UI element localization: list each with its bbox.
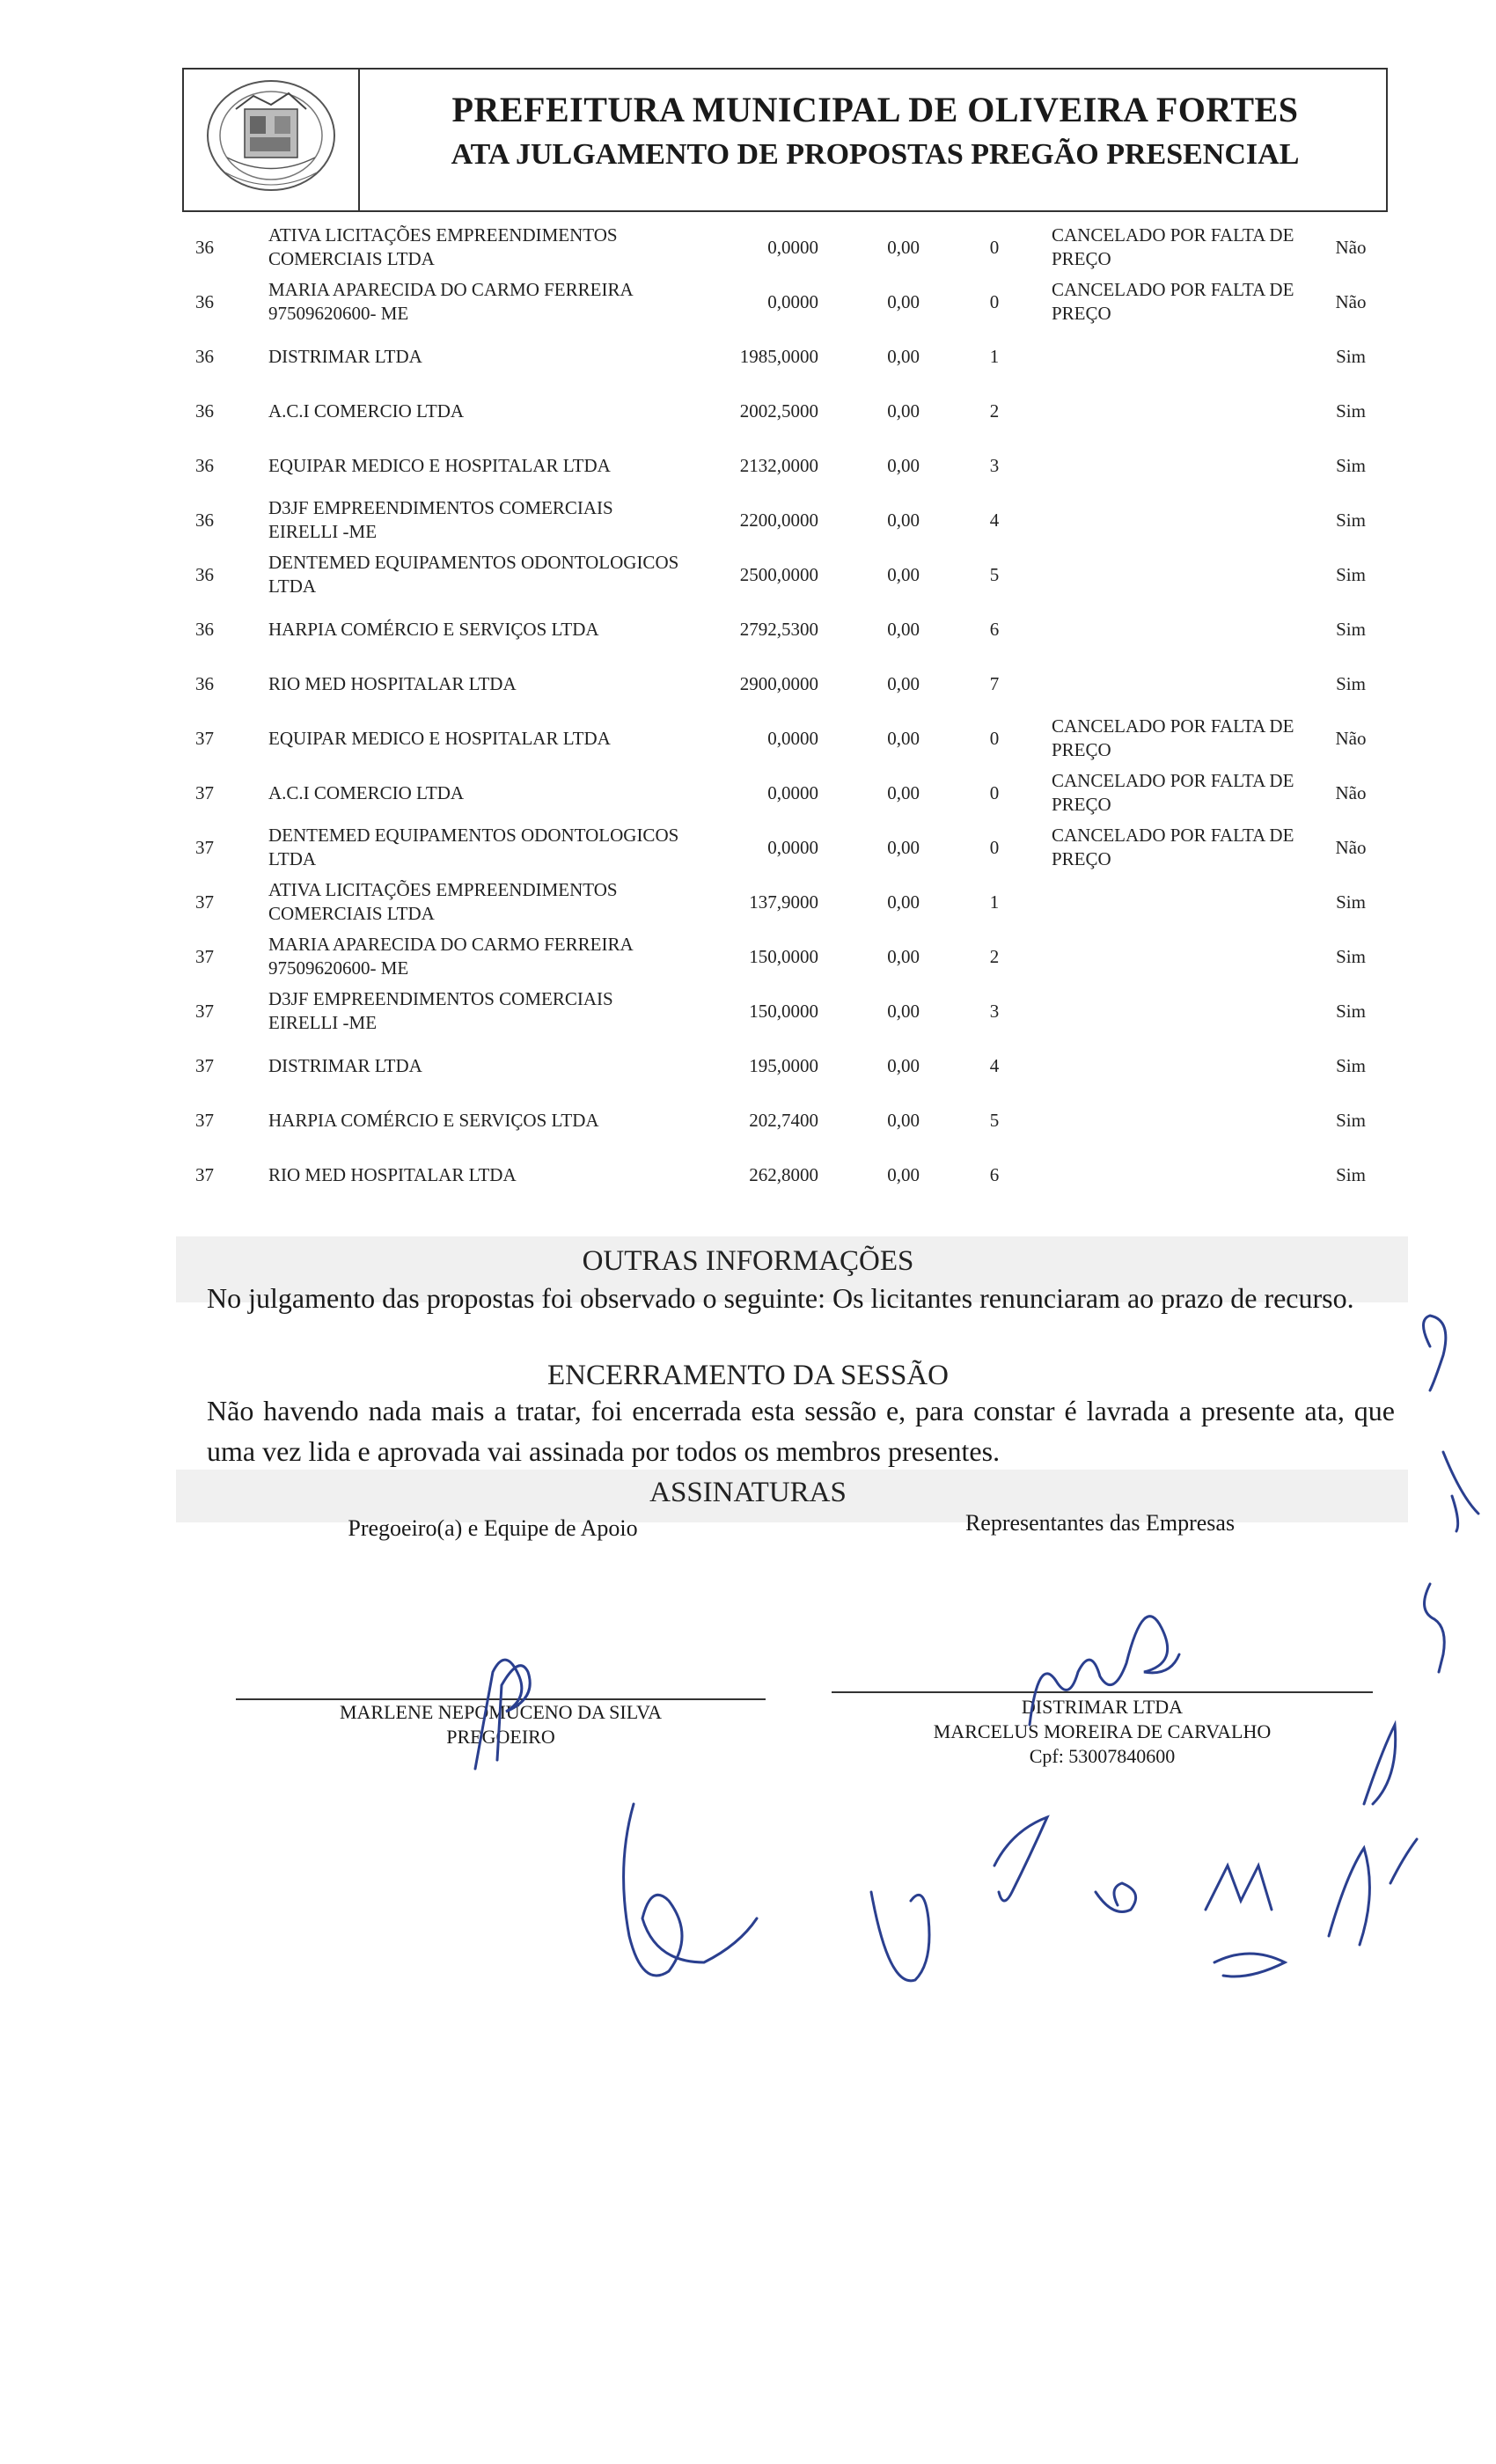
- price-value: 2792,5300: [739, 618, 818, 640]
- discount-value: 0,00: [887, 891, 920, 913]
- price-value: 137,9000: [749, 891, 818, 913]
- classified-status: Sim: [1336, 563, 1366, 585]
- outras-informacoes-text: No julgamento das propostas foi observado o seguinte: Os licitantes renunciaram ao prazo de recurso.: [207, 1282, 1354, 1314]
- item-number: 36: [195, 672, 214, 694]
- rank-value: 1: [989, 345, 1000, 367]
- right-signature-label: Representantes das Empresas: [964, 1510, 1236, 1536]
- table-row: [0, 1148, 1496, 1202]
- rank-value: 1: [989, 891, 1000, 913]
- observation: [1052, 1148, 1316, 1202]
- rank-value: 0: [989, 236, 1000, 258]
- classified-status: Não: [1335, 727, 1367, 749]
- rank-value: 5: [989, 1109, 1000, 1131]
- classified-status: Sim: [1336, 454, 1366, 476]
- item-number: 37: [195, 891, 214, 913]
- item-number: 36: [195, 454, 214, 476]
- bottom-signature-1: [624, 1804, 757, 1976]
- classified-status: Sim: [1336, 1109, 1366, 1131]
- rank-value: 4: [989, 1054, 1000, 1076]
- table-row: [0, 1038, 1496, 1093]
- table-row: [0, 329, 1496, 384]
- assinaturas-title: ASSINATURAS: [649, 1477, 847, 1508]
- rank-value: 0: [989, 836, 1000, 858]
- discount-value: 0,00: [887, 1163, 920, 1185]
- company-name: EQUIPAR MEDICO E HOSPITALAR LTDA: [268, 727, 611, 749]
- classified-status: Sim: [1336, 1163, 1366, 1185]
- company-name: A.C.I COMERCIO LTDA: [268, 400, 465, 422]
- bottom-signature-7: [1329, 1839, 1417, 1945]
- right-signer-cpf: Cpf: 53007840600: [1029, 1745, 1176, 1767]
- company-name: MARIA APARECIDA DO CARMO FERREIRA 97509620600- ME: [268, 934, 633, 979]
- item-number: 36: [195, 563, 214, 585]
- rank-value: 5: [989, 563, 1000, 585]
- price-value: 0,0000: [767, 727, 818, 749]
- discount-value: 0,00: [887, 945, 920, 967]
- rank-value: 2: [989, 400, 1000, 422]
- price-value: 0,0000: [767, 236, 818, 258]
- classified-status: Sim: [1336, 672, 1366, 694]
- rank-value: 6: [989, 618, 1000, 640]
- observation: [1052, 875, 1316, 929]
- item-number: 36: [195, 400, 214, 422]
- item-number: 37: [195, 781, 214, 803]
- observation: [1052, 547, 1316, 602]
- company-name: HARPIA COMÉRCIO E SERVIÇOS LTDA: [268, 1109, 599, 1131]
- table-row: [0, 929, 1496, 984]
- table-row: [0, 602, 1496, 656]
- rank-value: 6: [989, 1163, 1000, 1185]
- discount-value: 0,00: [887, 781, 920, 803]
- discount-value: 0,00: [887, 727, 920, 749]
- discount-value: 0,00: [887, 1000, 920, 1022]
- rank-value: 0: [989, 290, 1000, 312]
- table-row: [0, 547, 1496, 602]
- observation: CANCELADO POR FALTA DE PREÇO: [1052, 715, 1294, 760]
- price-value: 150,0000: [749, 1000, 818, 1022]
- company-name: RIO MED HOSPITALAR LTDA: [268, 672, 517, 694]
- observation: CANCELADO POR FALTA DE PREÇO: [1052, 825, 1294, 869]
- left-signer-name: MARLENE NEPOMUCENO DA SILVA: [339, 1701, 663, 1723]
- price-value: 150,0000: [749, 945, 818, 967]
- price-value: 195,0000: [749, 1054, 818, 1076]
- company-name: D3JF EMPREENDIMENTOS COMERCIAIS EIRELLI -ME: [268, 497, 613, 542]
- bottom-signature-2: [871, 1892, 929, 1981]
- discount-value: 0,00: [887, 563, 920, 585]
- price-value: 0,0000: [767, 781, 818, 803]
- observation: [1052, 1093, 1316, 1148]
- company-name: HARPIA COMÉRCIO E SERVIÇOS LTDA: [268, 618, 599, 640]
- observation: CANCELADO POR FALTA DE PREÇO: [1052, 770, 1294, 815]
- classified-status: Sim: [1336, 1000, 1366, 1022]
- encerramento-title: ENCERRAMENTO DA SESSÃO: [547, 1360, 949, 1391]
- page-title: PREFEITURA MUNICIPAL DE OLIVEIRA FORTES: [451, 90, 1299, 129]
- discount-value: 0,00: [887, 454, 920, 476]
- observation: [1052, 329, 1316, 384]
- right-signature-line: [832, 1691, 1373, 1693]
- classified-status: Sim: [1336, 345, 1366, 367]
- observation: [1052, 984, 1316, 1038]
- item-number: 36: [195, 345, 214, 367]
- table-row: [0, 220, 1496, 275]
- company-name: DENTEMED EQUIPAMENTOS ODONTOLOGICOS LTDA: [268, 825, 679, 869]
- observation: [1052, 602, 1316, 656]
- company-name: DENTEMED EQUIPAMENTOS ODONTOLOGICOS LTDA: [268, 552, 679, 597]
- rank-value: 3: [989, 1000, 1000, 1022]
- classified-status: Não: [1335, 781, 1367, 803]
- price-value: 202,7400: [749, 1109, 818, 1131]
- company-name: EQUIPAR MEDICO E HOSPITALAR LTDA: [268, 454, 611, 476]
- bottom-signature-3: [994, 1817, 1047, 1901]
- price-value: 262,8000: [749, 1163, 818, 1185]
- margin-initial-3: [1425, 1584, 1445, 1672]
- rank-value: 0: [989, 781, 1000, 803]
- rank-value: 3: [989, 454, 1000, 476]
- price-value: 2200,0000: [739, 509, 818, 531]
- observation: [1052, 384, 1316, 438]
- observation: [1052, 493, 1316, 547]
- page-subtitle: ATA JULGAMENTO DE PROPOSTAS PREGÃO PRESENCIAL: [451, 138, 1300, 171]
- rank-value: 2: [989, 945, 1000, 967]
- observation: [1052, 438, 1316, 493]
- bottom-signature-4: [1096, 1883, 1136, 1912]
- rank-value: 4: [989, 509, 1000, 531]
- classified-status: Sim: [1336, 891, 1366, 913]
- table-row: [0, 384, 1496, 438]
- left-signer-role: PREGOEIRO: [446, 1726, 555, 1748]
- company-name: A.C.I COMERCIO LTDA: [268, 781, 465, 803]
- company-name: ATIVA LICITAÇÕES EMPREENDIMENTOS COMERCIAIS LTDA: [268, 224, 618, 269]
- discount-value: 0,00: [887, 1109, 920, 1131]
- table-row: [0, 275, 1496, 329]
- table-row: [0, 438, 1496, 493]
- classified-status: Sim: [1336, 400, 1366, 422]
- classified-status: Sim: [1336, 618, 1366, 640]
- company-name: MARIA APARECIDA DO CARMO FERREIRA 97509620600- ME: [268, 279, 633, 324]
- observation: CANCELADO POR FALTA DE PREÇO: [1052, 279, 1294, 324]
- classified-status: Não: [1335, 836, 1367, 858]
- bottom-signature-5: [1206, 1866, 1272, 1910]
- table-row: [0, 984, 1496, 1038]
- classified-status: Não: [1335, 290, 1367, 312]
- table-row: [0, 1093, 1496, 1148]
- observation: [1052, 1038, 1316, 1093]
- company-name: DISTRIMAR LTDA: [268, 1054, 422, 1076]
- company-name: ATIVA LICITAÇÕES EMPREENDIMENTOS COMERCIAIS LTDA: [268, 879, 618, 924]
- bottom-signature-6: [1214, 1954, 1285, 1976]
- item-number: 36: [195, 618, 214, 640]
- price-value: 0,0000: [767, 290, 818, 312]
- discount-value: 0,00: [887, 618, 920, 640]
- observation: [1052, 656, 1316, 711]
- right-signer-name: MARCELUS MOREIRA DE CARVALHO: [933, 1720, 1272, 1742]
- item-number: 36: [195, 236, 214, 258]
- discount-value: 0,00: [887, 836, 920, 858]
- header: [182, 68, 1388, 212]
- item-number: 37: [195, 1109, 214, 1131]
- table-row: [0, 766, 1496, 820]
- classified-status: Não: [1335, 236, 1367, 258]
- discount-value: 0,00: [887, 509, 920, 531]
- outras-informacoes-title: OUTRAS INFORMAÇÕES: [582, 1245, 914, 1277]
- company-name: D3JF EMPREENDIMENTOS COMERCIAIS EIRELLI -ME: [268, 988, 613, 1033]
- price-value: 2132,0000: [739, 454, 818, 476]
- item-number: 37: [195, 945, 214, 967]
- discount-value: 0,00: [887, 345, 920, 367]
- left-signature-label: Pregoeiro(a) e Equipe de Apoio: [348, 1515, 638, 1541]
- item-number: 37: [195, 1054, 214, 1076]
- discount-value: 0,00: [887, 290, 920, 312]
- price-value: 0,0000: [767, 836, 818, 858]
- item-number: 36: [195, 509, 214, 531]
- price-value: 2500,0000: [739, 563, 818, 585]
- observation: [1052, 929, 1316, 984]
- item-number: 37: [195, 727, 214, 749]
- item-number: 37: [195, 1000, 214, 1022]
- company-name: RIO MED HOSPITALAR LTDA: [268, 1163, 517, 1185]
- price-value: 2002,5000: [739, 400, 818, 422]
- municipal-seal-icon: [184, 70, 360, 210]
- classified-status: Sim: [1336, 945, 1366, 967]
- observation: CANCELADO POR FALTA DE PREÇO: [1052, 224, 1294, 269]
- classified-status: Sim: [1336, 1054, 1366, 1076]
- rank-value: 7: [989, 672, 1000, 694]
- price-value: 2900,0000: [739, 672, 818, 694]
- table-row: [0, 875, 1496, 929]
- table-row: [0, 711, 1496, 766]
- item-number: 37: [195, 1163, 214, 1185]
- price-value: 1985,0000: [739, 345, 818, 367]
- item-number: 37: [195, 836, 214, 858]
- discount-value: 0,00: [887, 672, 920, 694]
- company-name: DISTRIMAR LTDA: [268, 345, 422, 367]
- table-row: [0, 493, 1496, 547]
- encerramento-text: Não havendo nada mais a tratar, foi encerrada esta sessão e, para constar é lavrada a presente ata, que uma vez lida e aprovada vai assinada por todos os membros presentes.: [207, 1395, 1395, 1467]
- classified-status: Sim: [1336, 509, 1366, 531]
- table-row: [0, 656, 1496, 711]
- item-number: 36: [195, 290, 214, 312]
- discount-value: 0,00: [887, 1054, 920, 1076]
- right-signer-company: DISTRIMAR LTDA: [1021, 1696, 1184, 1718]
- discount-value: 0,00: [887, 400, 920, 422]
- rank-value: 0: [989, 727, 1000, 749]
- table-row: [0, 820, 1496, 875]
- discount-value: 0,00: [887, 236, 920, 258]
